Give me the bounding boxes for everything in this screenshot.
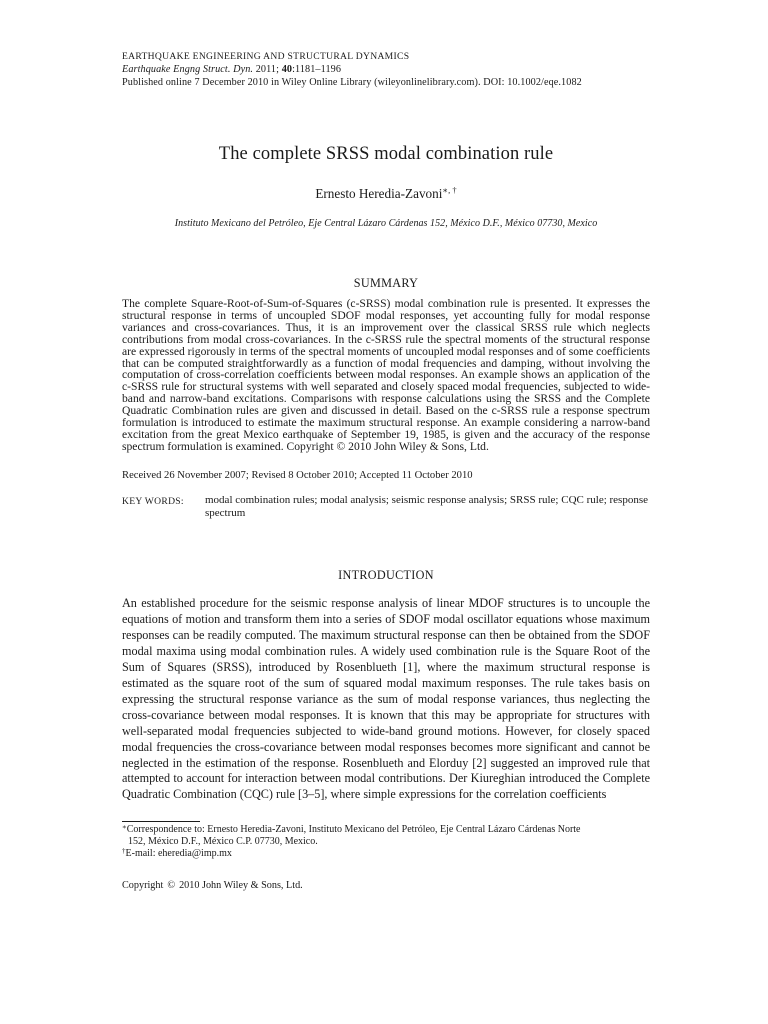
copyright-symbol: ©	[167, 880, 176, 892]
journal-name: EARTHQUAKE ENGINEERING AND STRUCTURAL DYNAMICS	[122, 51, 410, 62]
correspondence-line-1: Correspondence to: Ernesto Heredia-Zavoni, Instituto Mexicano del Petróleo, Eje Central Lázaro Cárdenas Norte	[126, 824, 581, 836]
affiliation: Instituto Mexicano del Petróleo, Eje Central Lázaro Cárdenas 152, México D.F., México 07730, Mexico	[174, 218, 598, 229]
copyright-text: 2010 John Wiley & Sons, Ltd.	[179, 880, 303, 892]
footnote-correspondence	[122, 824, 650, 836]
keywords-label: KEY WORDS:	[122, 495, 184, 507]
journal-header	[122, 50, 650, 89]
email-mark: †	[122, 846, 126, 855]
correspondence-mark: ∗	[122, 823, 127, 832]
copyright-footer	[122, 880, 650, 891]
introduction-heading: INTRODUCTION	[338, 567, 434, 582]
received-dates: Received 26 November 2007; Revised 8 October 2010; Accepted 11 October 2010	[122, 469, 473, 481]
paper-title: The complete SRSS modal combination rule	[218, 144, 554, 164]
citation-volume: 40	[281, 64, 293, 75]
summary-heading: SUMMARY	[353, 276, 419, 290]
introduction-text: An established procedure for the seismic response analysis of linear MDOF structures is to uncouple the equations of motion and transform them into a series of SDOF modal oscillator equations whose maximum responses can be readily computed. The maximum structural response can then be obtained from the SDOF modal maxima using modal combination rules. A widely used combination rule is the Square Root of the Sum of Squares (SRSS), introduced by Rosenblueth [1], where the maximum structural response is estimated as the square root of the sum of squared modal maximum responses. The rule takes basis on expressing the structural response variance as the sum of modal response variances, thus neglecting the cross-covariance between modal responses. It is known that this may be appropriate for structures with well-separated modal frequencies subjected to wide-band ground motions. However, for closely spaced modal frequencies the cross-covariance between modal responses becomes more significant and cannot be neglected in the estimation of the response. Rosenblueth and Elorduy [2] suggested an improved rule that attempted to account for interaction between modal contributions. Der Kiureghian introduced the Complete Quadratic Combination (CQC) rule [3–5], where simple expressions for the correlation coefficients	[122, 595, 650, 802]
footnote-email	[122, 848, 650, 860]
author-name: Ernesto Heredia-Zavoni	[315, 186, 443, 201]
footnote-divider	[122, 821, 200, 822]
citation-line	[122, 63, 650, 76]
author-line	[122, 186, 650, 202]
citation-abbrev: Earthquake Engng Struct. Dyn.	[122, 64, 254, 75]
footnotes	[122, 824, 650, 859]
citation-pages: :1181–1196	[292, 64, 342, 75]
author-footnote-marks: ∗, †	[442, 185, 457, 195]
summary-text: The complete Square-Root-of-Sum-of-Squares (c-SRSS) modal combination rule is presented. It expresses the structural response in terms of uncoupled SDOF modal responses, yet accounting fully for modal response variances and cross-covariances. Thus, it is an improvement over the classical SRSS rule which neglects contributions from modal cross-covariances. In the c-SRSS rule the spectral moments of the structural response are expressed rigorously in terms of the spectral moments of uncoupled modal responses and of some coefficients that can be computed straightforwardly as a function of modal frequencies and damping, without involving the computation of cross-correlation coefficients between modal responses. An example shows an application of the c-SRSS rule for structural systems with well separated and closely spaced modal frequencies, subjected to wide-band and narrow-band excitations. Comparisons with response calculations using the SRSS and the Complete Quadratic Combination rules are given and discussed in detail. Based on the c-SRSS rule a response spectrum formulation is introduced to estimate the maximum structural response. An example considering a narrow-band excitation from the great Mexico earthquake of September 19, 1985, is given and the accuracy of the response spectrum formulation is examined. Copyright © 2010 John Wiley & Sons, Ltd.	[122, 297, 650, 453]
citation-year: 2011;	[255, 64, 280, 75]
correspondence-line-2: 152, México D.F., México C.P. 07730, Mexico.	[128, 835, 318, 847]
copyright-word: Copyright	[122, 880, 164, 892]
keywords	[122, 494, 650, 521]
published-line: Published online 7 December 2010 in Wiley Online Library (wileyonlinelibrary.com). DOI: 10.1002/eqe.1082	[122, 77, 582, 88]
email-text: E-mail: eheredia@imp.mx	[125, 847, 232, 859]
article-page	[122, 50, 650, 891]
keywords-value: modal combination rules; modal analysis; seismic response analysis; SRSS rule; CQC rule; response spectrum	[205, 493, 649, 520]
